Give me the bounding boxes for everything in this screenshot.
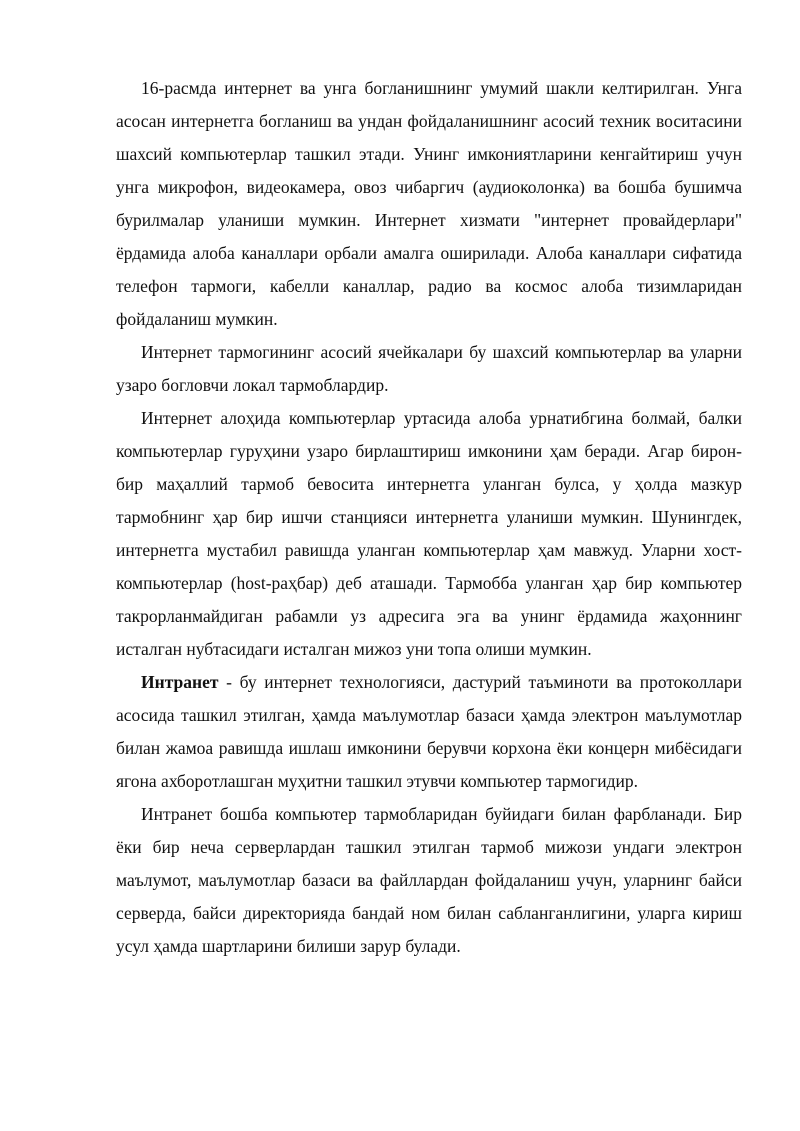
paragraph-text: Интернет алоҳида компьютерлар уртасида алоба урнатибгина болмай, балки компьютерлар гуруҳини узаро бирлаштириш имконини ҳам беради. Агар бирон-бир маҳаллий тармоб бевосита интернетга уланган булса, у ҳолда мазкур тармобнинг ҳар бир ишчи станцияси интернетга уланиши мумкин. Шунингдек, интернетга мустабил равишда уланган компьютерлар ҳам мавжуд. Уларни хост-компьютерлар (host-раҳбар) деб аташади. Тармобба уланган ҳар бир компьютер такрорланмайдиган рабамли уз адресига эга ва унинг ёрдамида жаҳоннинг исталган нубтасидаги исталган мижоз уни топа олиши мумкин. — [116, 408, 742, 659]
paragraph-internet-connection — [116, 72, 742, 336]
paragraph-host-computers — [116, 402, 742, 666]
term-intranet: Интранет — [141, 672, 219, 692]
paragraph-text: - бу интернет технологияси, дастурий таъминоти ва протоколлари асосида ташкил этилган, ҳамда маълумотлар базаси ҳамда электрон маълумотлар билан жамоа равишда ишлаш имконини берувчи корхона ёки концерн мибёсидаги ягона ахборотлашган муҳитни ташкил этувчи компьютер тармогидир. — [116, 672, 742, 791]
document-page — [116, 72, 742, 963]
paragraph-network-cells — [116, 336, 742, 402]
paragraph-text: 16-расмда интернет ва унга богланишнинг умумий шакли келтирилган. Унга асосан интернетга богланиш ва ундан фойдаланишнинг асосий техник воситасини шахсий компьютерлар ташкил этади. Унинг имкониятларини кенгайтириш учун унга микрофон, видеокамера, овоз чибаргич (аудиоколонка) ва бошба бушимча бурилмалар уланиши мумкин. Интернет хизмати "интернет провайдерлари" ёрдамида алоба каналлари орбали амалга оширилади. Алоба каналлари сифатида телефон тармоги, кабелли каналлар, радио ва космос алоба тизимларидан фойдаланиш мумкин. — [116, 78, 742, 329]
paragraph-intranet-difference — [116, 798, 742, 963]
paragraph-text: Интернет тармогининг асосий ячейкалари бу шахсий компьютерлар ва уларни узаро богловчи локал тармоблардир. — [116, 342, 742, 395]
paragraph-intranet-definition — [116, 666, 742, 798]
paragraph-text: Интранет бошба компьютер тармобларидан буйидаги билан фарбланади. Бир ёки бир неча серверлардан ташкил этилган тармоб мижози ундаги электрон маълумот, маълумотлар базаси ва файллардан фойдаланиш учун, уларнинг байси серверда, байси директорияда бандай ном билан сабланганлигини, уларга кириш усул ҳамда шартларини билиши зарур булади. — [116, 804, 742, 956]
